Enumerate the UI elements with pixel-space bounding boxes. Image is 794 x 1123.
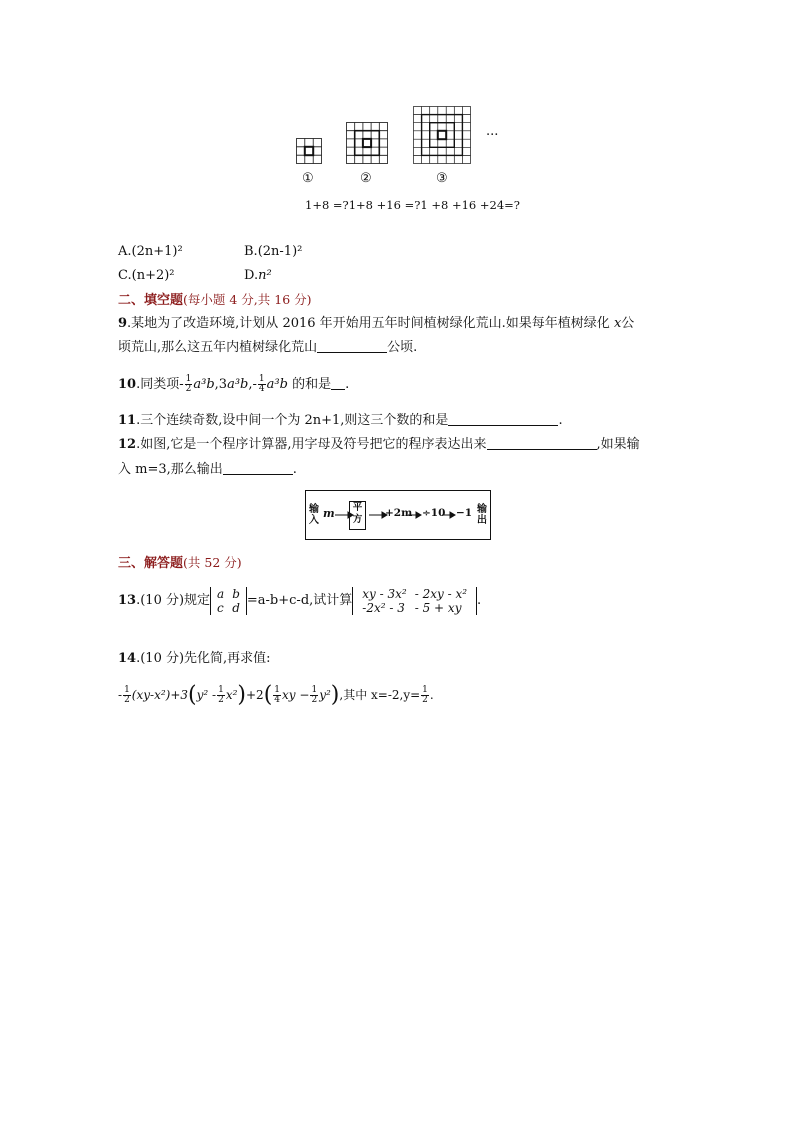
q14-inner2-frac-1 [273, 686, 281, 705]
q14-plus2: +2 [246, 688, 264, 702]
section-3-note: (共 52 分) [183, 555, 242, 570]
q10-term-3: a³b [266, 377, 288, 392]
m22: - 5 + xy [414, 600, 462, 615]
q9-line1-end: 公 [621, 316, 635, 331]
q12-expression-blank[interactable] [487, 435, 597, 450]
q14-inner2-fd: 4 [274, 695, 281, 705]
q14-f1-num: 1 [124, 685, 130, 695]
q14-inner1-fn: 1 [218, 685, 224, 695]
q14-inner2-gn: 1 [311, 685, 318, 695]
q10-frac1-num: 1 [185, 374, 192, 384]
choice-a [118, 241, 183, 263]
q10-frac2-num: 1 [258, 374, 265, 384]
q14-y-num: 1 [422, 685, 428, 695]
choice-a-text: (2n+1)² [131, 244, 183, 259]
q13-end-dot: . [477, 593, 482, 608]
q14-inner1a: y² - [196, 688, 217, 702]
choice-d-label: D. [244, 268, 259, 283]
q14-inner1-fd: 2 [218, 695, 224, 705]
q14-inner2-fn: 1 [274, 685, 281, 695]
figure-label-3: ③ [436, 171, 448, 186]
q12-end-dot: . [292, 462, 297, 477]
section-2-note: (每小题 4 分,共 16 分) [183, 292, 312, 307]
figure-label-1: ① [302, 171, 314, 186]
q14-minus: - [118, 688, 123, 702]
q9-answer-blank[interactable] [317, 338, 387, 353]
q13-definition-determinant [210, 587, 247, 615]
q9-line2-end: 公顷. [387, 340, 418, 355]
q10-term-2: a³b [227, 377, 249, 392]
q13-number: 13 [118, 593, 137, 608]
flow-square-box [349, 501, 366, 530]
q14-paren-open-1: ( [188, 682, 197, 708]
q14-y-den: 2 [422, 695, 428, 705]
grid-figure-1 [296, 138, 322, 164]
grid-figure-3 [413, 106, 471, 164]
q14-frac-1 [123, 686, 131, 705]
q14-end-dot: . [429, 688, 434, 702]
q14-text: .(10 分)先化简,再求值: [136, 651, 271, 666]
q11-end-dot: . [558, 413, 563, 428]
det-c: c [217, 600, 224, 615]
q14-paren-close-1: ) [237, 682, 246, 708]
q14-expression [118, 680, 434, 710]
choice-a-label: A. [118, 244, 132, 259]
q10-fraction-1 [185, 375, 193, 394]
q12-line1: .如图,它是一个程序计算器,用字母及符号把它的程序表达出来 [136, 437, 487, 452]
q11-text: .三个连续奇数,设中间一个为 2n+1,则这三个数的和是 [136, 413, 449, 428]
q14-paren-open-2: ( [263, 682, 273, 708]
q13-rule: =a-b+c-d,试计算 [246, 593, 353, 608]
flow-op-divide-10: ÷10 [422, 507, 446, 519]
q10-text-end: 的和是 [292, 377, 332, 392]
det-b: b [232, 586, 240, 601]
choice-b [244, 241, 302, 263]
figure-label-2: ② [360, 171, 372, 186]
flow-op-minus-1: −1 [456, 507, 473, 519]
q14-inner2a: xy − [282, 688, 310, 702]
choice-c-label: C. [118, 268, 132, 283]
q9-number: 9 [118, 316, 128, 331]
m21: -2x² - 3 [362, 600, 405, 615]
section-3-heading [118, 552, 242, 575]
q14-y-frac [421, 686, 429, 705]
grid-figure-2 [346, 122, 388, 164]
q12-line2: 入 m=3,那么输出 [118, 462, 223, 477]
flow-output-label: 输出 [477, 504, 487, 526]
question-12-line2 [118, 459, 297, 481]
q12-output-blank[interactable] [223, 460, 293, 475]
q10-fraction-2 [258, 375, 266, 394]
q10-text-start: .同类项- [136, 377, 184, 392]
q14-f1-den: 2 [124, 695, 130, 705]
flow-input-label: 输入 [309, 504, 319, 526]
q14-number: 14 [118, 651, 137, 666]
choice-b-label: B. [244, 244, 258, 259]
choice-b-text: (2n-1)² [257, 244, 303, 259]
q9-line2-start: 顷荒山,那么这五年内植树绿化荒山 [118, 340, 318, 355]
question-11 [118, 410, 563, 432]
det-d: d [232, 600, 240, 615]
section-3-title: 三、解答题 [118, 556, 184, 571]
choice-d [244, 265, 272, 287]
flow-box-bottom: 方 [352, 514, 363, 525]
q14-inner1-frac [217, 686, 225, 705]
q10-end-dot: . [345, 377, 350, 392]
q13-points: .(10 分)规定 [136, 593, 211, 608]
det-a: a [217, 586, 225, 601]
section-2-heading [118, 289, 312, 312]
q10-sep-2: ,- [248, 377, 257, 392]
q14-part1: (xy-x²)+3 [131, 688, 189, 702]
question-9-line2 [118, 337, 417, 359]
q14-inner2-frac-2 [310, 686, 318, 705]
question-12 [118, 434, 640, 456]
choice-d-text: n² [258, 268, 272, 283]
flow-box-top: 平 [352, 502, 363, 513]
q14-condition: ,其中 x=-2,y= [339, 688, 421, 702]
figure-ellipsis: ... [486, 124, 499, 139]
m12: - 2xy - x² [414, 586, 468, 601]
choice-c-text: (n+2)² [131, 268, 175, 283]
question-10 [118, 372, 349, 398]
choice-c [118, 265, 175, 287]
q9-line1: .某地为了改造环境,计划从 2016 年开始用五年时间植树绿化荒山.如果每年植树绿化 [127, 316, 610, 331]
question-14 [118, 648, 271, 670]
q13-compute-determinant [352, 587, 477, 615]
flow-op-plus-2m: +2m [385, 507, 413, 519]
q10-frac1-den: 2 [185, 384, 192, 394]
q10-frac2-den: 4 [258, 384, 265, 394]
q10-sep-1: ,3 [214, 377, 228, 392]
q14-inner2b: y² [319, 688, 331, 702]
q9-var: x [613, 316, 622, 331]
section-2-title: 二、填空题 [118, 293, 184, 308]
q11-answer-blank[interactable] [448, 411, 558, 426]
question-9 [118, 313, 634, 335]
q14-paren-close-2: ) [330, 682, 340, 708]
figure-equation: 1+8 =?1+8 +16 =?1 +8 +16 +24=? [305, 198, 520, 212]
q10-answer-blank[interactable] [331, 375, 345, 390]
q12-line1-end: ,如果输 [596, 437, 640, 452]
q14-inner2-gd: 2 [311, 695, 318, 705]
q11-number: 11 [118, 413, 137, 428]
flow-m: m [323, 507, 335, 520]
m11: xy - 3x² [362, 586, 407, 601]
question-13 [118, 583, 481, 619]
q10-term-1: a³b [193, 377, 215, 392]
q10-number: 10 [118, 377, 137, 392]
q14-inner1b: x² [225, 688, 238, 702]
q12-number: 12 [118, 437, 137, 452]
